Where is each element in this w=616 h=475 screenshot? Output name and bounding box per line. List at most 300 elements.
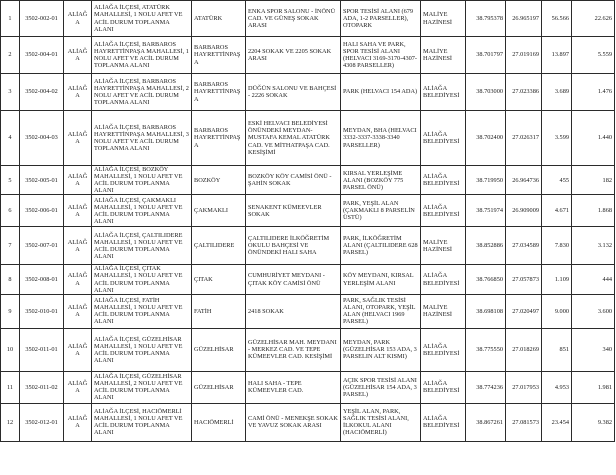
area-address-text: ENKA SPOR SALONU - İNÖNÜ CAD. VE GÜNEŞ SOKAK ARASI xyxy=(248,7,336,30)
ownership-text: ALİAĞA BELEDİYESİ xyxy=(423,272,460,287)
area-code xyxy=(20,1,64,37)
land-use xyxy=(341,1,421,37)
neighbourhood-text: GÜZELHİSAR xyxy=(194,383,234,391)
row-number-text: 6 xyxy=(8,207,12,215)
longitude-text: 27.020497 xyxy=(512,307,539,315)
land-use-text: PARK, İLKÖĞRETİM ALANI (ÇALTILIDERE 628 PARSEL) xyxy=(343,235,418,257)
neighbourhood xyxy=(192,328,246,371)
latitude xyxy=(466,166,506,195)
area-address-text: HALI SAHA - TEPE KÜMEEVLER CAD. xyxy=(248,380,304,395)
neighbourhood xyxy=(192,371,246,403)
table-row xyxy=(1,74,615,111)
capacity-text: 444 xyxy=(602,276,612,284)
land-use-text: MEYDAN, PARK (GÜZELHİSAR 153 ADA, 3 PARSELIN ALT KISMI) xyxy=(343,339,417,361)
area-code xyxy=(20,265,64,294)
neighbourhood-text: ÇALTILIDERE xyxy=(194,242,235,250)
ownership xyxy=(421,166,466,195)
latitude-text: 38.702400 xyxy=(476,134,503,142)
area-description-text: ALİAĞA İLÇESİ, ÇITAK MAHALLESİ, 1 NOLU AFET VE ACİL DURUM TOPLANMA ALANI xyxy=(94,265,183,294)
neighbourhood-text: HACIÖMERLİ xyxy=(194,418,234,426)
row-number xyxy=(1,195,20,227)
latitude xyxy=(466,403,506,441)
row-number xyxy=(1,328,20,371)
land-use xyxy=(341,227,421,265)
capacity xyxy=(572,328,615,371)
area-code-text: 3502-011-02 xyxy=(25,383,58,391)
land-use xyxy=(341,371,421,403)
latitude-text: 38.775550 xyxy=(476,346,503,354)
longitude xyxy=(506,328,542,371)
neighbourhood-text: ATATÜRK xyxy=(194,14,223,22)
area-size xyxy=(542,265,572,294)
neighbourhood xyxy=(192,37,246,74)
area-code-text: 3502-004-01 xyxy=(25,51,58,59)
area-address xyxy=(246,111,341,166)
latitude xyxy=(466,74,506,111)
area-description xyxy=(92,294,192,328)
district xyxy=(64,74,92,111)
area-address-text: SENAKENT KÜMEEVLER SOKAK xyxy=(248,203,322,218)
ownership-text: ALİAĞA BELEDİYESİ xyxy=(423,380,460,395)
area-address-text: GÜZELHİSAR MAH. MEYDANI - MERKEZ CAD. VE TEPE KÜMEEVLER CAD. KESİŞİMİ xyxy=(248,339,337,361)
table-row xyxy=(1,195,615,227)
ownership-text: ALİAĞA BELEDİYESİ xyxy=(423,173,460,188)
row-number-text: 12 xyxy=(6,418,14,426)
district-text: ALİAĞA xyxy=(67,173,88,188)
latitude xyxy=(466,371,506,403)
row-number xyxy=(1,111,20,166)
area-address-text: CAMİ ÖNÜ - MENEKŞE SOKAK VE YAVUZ SOKAK ARASI xyxy=(248,415,338,430)
row-number-text: 1 xyxy=(8,14,12,22)
neighbourhood-text: ÇITAK xyxy=(194,276,213,284)
row-number xyxy=(1,74,20,111)
district-text: ALİAĞA xyxy=(67,238,88,253)
land-use xyxy=(341,195,421,227)
neighbourhood-text: BARBAROS HAYRETTİNPAŞA xyxy=(194,81,241,103)
row-number xyxy=(1,403,20,441)
area-size-text: 1.109 xyxy=(554,276,569,284)
longitude xyxy=(506,1,542,37)
area-address xyxy=(246,74,341,111)
area-description xyxy=(92,227,192,265)
area-description-text: ALİAĞA İLÇESİ, GÜZELHİSAR MAHALLESİ, 1 NOLU AFET VE ACİL DURUM TOPLANMA ALANI xyxy=(94,335,183,364)
capacity-text: 1.868 xyxy=(597,207,612,215)
ownership-text: MALİYE HAZİNESİ xyxy=(423,304,453,319)
area-size xyxy=(542,1,572,37)
district xyxy=(64,265,92,294)
capacity-text: 182 xyxy=(602,176,612,184)
land-use xyxy=(341,111,421,166)
neighbourhood xyxy=(192,227,246,265)
area-description xyxy=(92,111,192,166)
area-code xyxy=(20,294,64,328)
longitude xyxy=(506,111,542,166)
row-number xyxy=(1,371,20,403)
capacity-text: 9.382 xyxy=(597,418,612,426)
longitude xyxy=(506,294,542,328)
row-number-text: 5 xyxy=(8,176,12,184)
neighbourhood xyxy=(192,111,246,166)
longitude xyxy=(506,37,542,74)
neighbourhood xyxy=(192,166,246,195)
latitude-text: 38.774236 xyxy=(476,383,503,391)
area-size-text: 7.830 xyxy=(554,242,569,250)
land-use-text: AÇIK SPOR TESİSİ ALANI (GÜZELHİSAR 154 ADA, 3 PARSEL) xyxy=(343,376,417,398)
neighbourhood-text: FATİH xyxy=(194,307,212,315)
area-address xyxy=(246,265,341,294)
longitude xyxy=(506,166,542,195)
table-row xyxy=(1,166,615,195)
land-use xyxy=(341,328,421,371)
ownership-text: ALİAĞA BELEDİYESİ xyxy=(423,415,460,430)
capacity xyxy=(572,265,615,294)
latitude-text: 38.719950 xyxy=(476,176,503,184)
district xyxy=(64,371,92,403)
neighbourhood xyxy=(192,265,246,294)
neighbourhood-text: ÇAKMAKLI xyxy=(194,207,228,215)
district xyxy=(64,166,92,195)
ownership-text: ALİAĞA BELEDİYESİ xyxy=(423,84,460,99)
district xyxy=(64,227,92,265)
area-address-text: 2418 SOKAK xyxy=(248,307,284,315)
ownership xyxy=(421,1,466,37)
area-description-text: ALİAĞA İLÇESİ, ÇAKMAKLI MAHALLESİ, 1 NOLU AFET VE ACİL DURUM TOPLANMA ALANI xyxy=(94,196,183,225)
district-text: ALİAĞA xyxy=(67,272,88,287)
district-text: ALİAĞA xyxy=(67,130,88,145)
longitude-text: 26.964736 xyxy=(512,176,539,184)
area-description-text: ALİAĞA İLÇESİ, FATİH MAHALLESİ, 1 NOLU AFET VE ACİL DURUM TOPLANMA ALANI xyxy=(94,297,183,326)
area-address xyxy=(246,403,341,441)
table-row xyxy=(1,371,615,403)
district xyxy=(64,195,92,227)
latitude xyxy=(466,227,506,265)
capacity-text: 1.981 xyxy=(597,383,612,391)
latitude xyxy=(466,37,506,74)
area-size-text: 4.671 xyxy=(554,207,569,215)
latitude xyxy=(466,111,506,166)
longitude xyxy=(506,371,542,403)
longitude xyxy=(506,74,542,111)
district-text: ALİAĞA xyxy=(67,304,88,319)
table-row xyxy=(1,227,615,265)
row-number xyxy=(1,265,20,294)
area-code xyxy=(20,166,64,195)
neighbourhood xyxy=(192,195,246,227)
area-address-text: CUMHURİYET MEYDANI - ÇITAK KÖY CAMİSİ ÖNÜ xyxy=(248,272,325,287)
capacity xyxy=(572,37,615,74)
longitude-text: 27.017953 xyxy=(512,383,539,391)
row-number-text: 11 xyxy=(6,383,14,391)
ownership-text: MALİYE HAZİNESİ xyxy=(423,11,453,26)
land-use-text: MEYDAN, BHA (HELVACI 3332-3337-3338-3340 PARSELLER) xyxy=(343,127,417,149)
area-code-text: 3502-011-01 xyxy=(25,346,58,354)
area-address-text: DÜĞÜN SALONU VE BAHÇESİ - 2226 SOKAK xyxy=(248,84,337,99)
row-number-text: 4 xyxy=(8,134,12,142)
row-number-text: 10 xyxy=(6,346,14,354)
area-address-text: ÇALTILIDERE İLKÖĞRETİM OKULU BAHÇESİ VE ÖNÜNDEKİ HALI SAHA xyxy=(248,235,330,257)
area-code xyxy=(20,371,64,403)
neighbourhood-text: BOZKÖY xyxy=(194,176,221,184)
latitude xyxy=(466,1,506,37)
neighbourhood xyxy=(192,294,246,328)
area-description xyxy=(92,328,192,371)
capacity xyxy=(572,1,615,37)
longitude-text: 27.057873 xyxy=(512,276,539,284)
land-use-text: PARK (HELVACI 154 ADA) xyxy=(343,88,418,96)
area-size-text: 455 xyxy=(559,176,569,184)
ownership-text: ALİAĞA BELEDİYESİ xyxy=(423,342,460,357)
area-description-text: ALİAĞA İLÇESİ, GÜZELHİSAR MAHALLESİ, 2 NOLU AFET VE ACİL DURUM TOPLANMA ALANI xyxy=(94,373,183,402)
area-size xyxy=(542,371,572,403)
capacity xyxy=(572,294,615,328)
area-address xyxy=(246,227,341,265)
area-size-text: 851 xyxy=(559,346,569,354)
row-number xyxy=(1,1,20,37)
latitude-text: 38.852886 xyxy=(476,242,503,250)
ownership xyxy=(421,371,466,403)
area-size xyxy=(542,37,572,74)
longitude-text: 27.081573 xyxy=(512,418,539,426)
area-description-text: ALİAĞA İLÇESİ, HACIÖMERLİ MAHALLESİ, 1 NOLU AFET VE ACİL DURUM TOPLANMA ALANI xyxy=(94,408,183,437)
area-code-text: 3502-007-01 xyxy=(25,242,58,250)
land-use xyxy=(341,265,421,294)
neighbourhood-text: BARBAROS HAYRETTİNPAŞA xyxy=(194,127,241,149)
capacity-text: 1.440 xyxy=(597,134,612,142)
area-address-text: ESKİ HELVACI BELEDİYESİ ÖNÜNDEKİ MEYDAN-MUSTAFA KEMAL ATATÜRK CAD. VE MİTHATPAŞA CAD. KESİŞİMİ xyxy=(248,120,330,156)
neighbourhood xyxy=(192,1,246,37)
row-number-text: 9 xyxy=(8,307,12,315)
row-number xyxy=(1,294,20,328)
longitude-text: 27.026317 xyxy=(512,134,539,142)
longitude-text: 27.034589 xyxy=(512,242,539,250)
area-code xyxy=(20,74,64,111)
longitude-text: 27.023386 xyxy=(512,88,539,96)
area-size xyxy=(542,294,572,328)
latitude-text: 38.766850 xyxy=(476,276,503,284)
longitude xyxy=(506,227,542,265)
area-size-text: 3.689 xyxy=(554,88,569,96)
neighbourhood xyxy=(192,403,246,441)
area-address xyxy=(246,37,341,74)
table-row xyxy=(1,1,615,37)
area-code xyxy=(20,195,64,227)
capacity-text: 5.559 xyxy=(597,51,612,59)
neighbourhood-text: BARBAROS HAYRETTİNPAŞA xyxy=(194,44,241,66)
capacity xyxy=(572,166,615,195)
area-code-text: 3502-012-01 xyxy=(25,418,58,426)
area-size xyxy=(542,403,572,441)
area-address-text: BOZKÖY KÖY CAMİSİ ÖNÜ - ŞAHİN SOKAK xyxy=(248,173,332,188)
area-description xyxy=(92,74,192,111)
capacity xyxy=(572,111,615,166)
area-description xyxy=(92,1,192,37)
ownership xyxy=(421,74,466,111)
land-use-text: PARK, YEŞİL ALAN (ÇAKMAKLI 8 PARSELİN ÜSTÜ) xyxy=(343,200,415,222)
area-code-text: 3502-004-03 xyxy=(25,134,58,142)
capacity-text: 3.132 xyxy=(597,242,612,250)
district-text: ALİAĞA xyxy=(67,47,88,62)
area-code-text: 3502-005-01 xyxy=(25,176,58,184)
row-number-text: 7 xyxy=(8,242,12,250)
district-text: ALİAĞA xyxy=(67,380,88,395)
land-use-text: KÖY MEYDANI, KIRSAL YERLEŞİM ALANI xyxy=(343,272,414,287)
district-text: ALİAĞA xyxy=(67,415,88,430)
ownership xyxy=(421,328,466,371)
neighbourhood-text: GÜZELHİSAR xyxy=(194,346,234,354)
district xyxy=(64,37,92,74)
neighbourhood xyxy=(192,74,246,111)
area-code xyxy=(20,328,64,371)
longitude xyxy=(506,403,542,441)
area-size xyxy=(542,195,572,227)
capacity xyxy=(572,371,615,403)
latitude-text: 38.701797 xyxy=(476,51,503,59)
ownership xyxy=(421,294,466,328)
district xyxy=(64,294,92,328)
latitude-text: 38.703000 xyxy=(476,88,503,96)
ownership xyxy=(421,403,466,441)
capacity-text: 22.626 xyxy=(594,14,612,22)
area-size xyxy=(542,328,572,371)
row-number-text: 2 xyxy=(8,51,12,59)
capacity-text: 3.600 xyxy=(597,307,612,315)
capacity xyxy=(572,74,615,111)
latitude-text: 38.867261 xyxy=(476,418,503,426)
capacity-text: 1.476 xyxy=(597,88,612,96)
area-size xyxy=(542,166,572,195)
latitude xyxy=(466,265,506,294)
district-text: ALİAĞA xyxy=(67,84,88,99)
capacity xyxy=(572,195,615,227)
area-size-text: 9.000 xyxy=(554,307,569,315)
area-address xyxy=(246,294,341,328)
table-row xyxy=(1,111,615,166)
land-use-text: YEŞİL ALAN, PARK, SAĞLIK TESİSİ ALANI, İLKOKUL ALANI (HACIÖMERLİ) xyxy=(343,408,409,437)
capacity xyxy=(572,227,615,265)
latitude xyxy=(466,328,506,371)
area-description xyxy=(92,265,192,294)
ownership-text: MALİYE HAZİNESİ xyxy=(423,47,453,62)
capacity xyxy=(572,403,615,441)
area-code xyxy=(20,37,64,74)
row-number xyxy=(1,166,20,195)
latitude xyxy=(466,195,506,227)
ownership xyxy=(421,227,466,265)
table-row xyxy=(1,328,615,371)
table-row xyxy=(1,403,615,441)
ownership-text: ALİAĞA BELEDİYESİ xyxy=(423,130,460,145)
area-size xyxy=(542,227,572,265)
row-number-text: 8 xyxy=(8,276,12,284)
area-code-text: 3502-006-01 xyxy=(25,207,58,215)
land-use xyxy=(341,74,421,111)
area-size-text: 4.953 xyxy=(554,383,569,391)
land-use-text: HALI SAHA VE PARK, SPOR TESİSİ ALANI (HELVACI 3169-3170-4307-4308 PARSELLER) xyxy=(343,40,417,70)
area-size-text: 56.566 xyxy=(551,14,569,22)
area-description xyxy=(92,37,192,74)
area-address xyxy=(246,328,341,371)
latitude xyxy=(466,294,506,328)
land-use xyxy=(341,294,421,328)
land-use-text: KIRSAL YERLEŞİME ALANI (BOZKÖY 775 PARSEL ÖNÜ) xyxy=(343,169,404,191)
land-use xyxy=(341,166,421,195)
district xyxy=(64,111,92,166)
area-address-text: 2204 SOKAK VE 2205 SOKAK ARASI xyxy=(248,47,332,62)
area-size xyxy=(542,111,572,166)
area-description-text: ALİAĞA İLÇESİ, ATATÜRK MAHALLESİ, 1 NOLU AFET VE ACİL DURUM TOPLANMA ALANI xyxy=(94,4,183,33)
longitude xyxy=(506,195,542,227)
district xyxy=(64,328,92,371)
ownership-text: MALİYE HAZİNESİ xyxy=(423,238,453,253)
row-number-text: 3 xyxy=(8,88,12,96)
longitude-text: 26.965197 xyxy=(512,14,539,22)
district-text: ALİAĞA xyxy=(67,203,88,218)
area-code xyxy=(20,227,64,265)
district xyxy=(64,403,92,441)
area-description-text: ALİAĞA İLÇESİ, BOZKÖY MAHALLESİ, 1 NOLU AFET VE ACİL DURUM TOPLANMA ALANI xyxy=(94,166,183,195)
area-description xyxy=(92,166,192,195)
table-row xyxy=(1,37,615,74)
area-size xyxy=(542,74,572,111)
district-text: ALİAĞA xyxy=(67,342,88,357)
area-size-text: 23.454 xyxy=(551,418,569,426)
longitude-text: 26.909009 xyxy=(512,207,539,215)
ownership xyxy=(421,37,466,74)
area-code-text: 3502-002-01 xyxy=(25,14,58,22)
row-number xyxy=(1,37,20,74)
area-address xyxy=(246,195,341,227)
area-description-text: ALİAĞA İLÇESİ, BARBAROS HAYRETTİNPAŞA MAHALLESİ, 2 NOLU AFET VE ACİL DURUM TOPLANMA ALANI xyxy=(94,77,189,107)
area-size-text: 13.897 xyxy=(551,51,569,59)
area-description xyxy=(92,403,192,441)
capacity-text: 340 xyxy=(602,346,612,354)
latitude-text: 38.795378 xyxy=(476,14,503,22)
area-description xyxy=(92,195,192,227)
area-description-text: ALİAĞA İLÇESİ, BARBAROS HAYRETTİNPAŞA MAHALLESİ, 1 NOLU AFET VE ACİL DURUM TOPLANMA ALANI xyxy=(94,40,189,70)
ownership-text: ALİAĞA BELEDİYESİ xyxy=(423,203,460,218)
area-description-text: ALİAĞA İLÇESİ, ÇALTILIDERE MAHALLESİ, 1 NOLU AFET VE ACİL DURUM TOPLANMA ALANI xyxy=(94,231,183,260)
table-row xyxy=(1,265,615,294)
longitude-text: 27.019169 xyxy=(512,51,539,59)
area-address xyxy=(246,166,341,195)
area-code-text: 3502-010-01 xyxy=(25,307,58,315)
area-code-text: 3502-008-01 xyxy=(25,276,58,284)
area-code-text: 3502-004-02 xyxy=(25,88,58,96)
district xyxy=(64,1,92,37)
area-address xyxy=(246,1,341,37)
latitude-text: 38.698108 xyxy=(476,307,503,315)
ownership xyxy=(421,265,466,294)
area-code xyxy=(20,111,64,166)
area-size-text: 3.599 xyxy=(554,134,569,142)
ownership xyxy=(421,111,466,166)
latitude-text: 38.751974 xyxy=(476,207,503,215)
land-use-text: PARK, SAĞLIK TESİSİ ALANI, OTOPARK, YEŞİL ALAN (HELVACI 1969 PARSEL) xyxy=(343,297,416,326)
ownership xyxy=(421,195,466,227)
table-row xyxy=(1,294,615,328)
land-use xyxy=(341,403,421,441)
area-description xyxy=(92,371,192,403)
longitude xyxy=(506,265,542,294)
district-text: ALİAĞA xyxy=(67,11,88,26)
area-code xyxy=(20,403,64,441)
land-use-text: SPOR TESİSİ ALANI (679 ADA, 1-2 PARSELLER), OTOPARK xyxy=(343,7,414,30)
area-address xyxy=(246,371,341,403)
area-description-text: ALİAĞA İLÇESİ, BARBAROS HAYRETTİNPAŞA MAHALLESİ, 3 NOLU AFET VE ACİL DURUM TOPLANMA ALANI xyxy=(94,123,189,153)
longitude-text: 27.018269 xyxy=(512,346,539,354)
row-number xyxy=(1,227,20,265)
land-use xyxy=(341,37,421,74)
